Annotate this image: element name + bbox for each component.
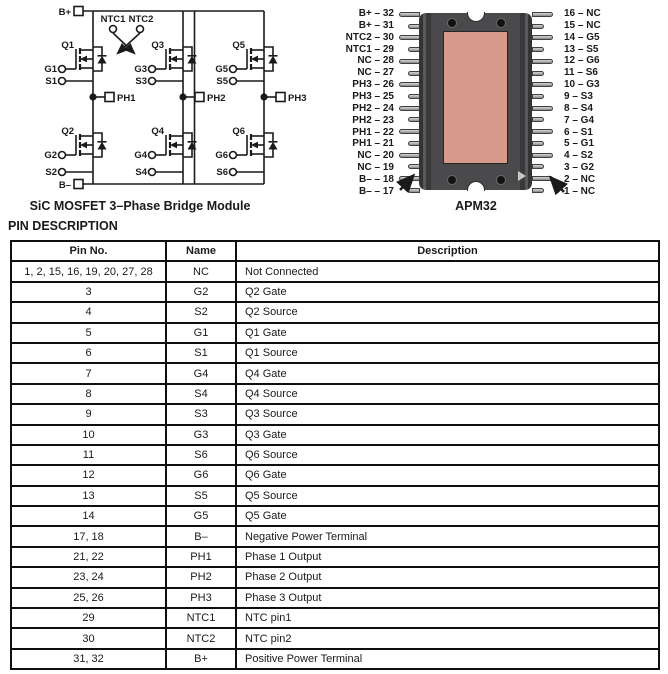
pin-no-cell: 12: [11, 465, 166, 485]
g1-label: G1: [44, 64, 57, 75]
table-row: [11, 465, 659, 485]
pin-label: B– – 18: [358, 174, 394, 186]
schematic-caption: SiC MOSFET 3–Phase Bridge Module: [29, 199, 251, 213]
package-pin: [532, 12, 553, 17]
pin-label: PH3 – 26: [352, 79, 394, 91]
ph1-node: [90, 94, 96, 100]
g1-terminal: [59, 66, 66, 73]
package-pin: [532, 47, 544, 52]
pin-label: PH2 – 23: [352, 114, 394, 126]
package-pin: [532, 153, 553, 158]
s3-terminal: [149, 78, 156, 85]
pin-label: 14 – G5: [564, 31, 600, 43]
pin-label: PH1 – 22: [352, 126, 394, 138]
name-cell: PH3: [166, 588, 236, 608]
name-cell: S6: [166, 445, 236, 465]
pin-label: NC – 20: [357, 150, 394, 162]
alignment-notch: [467, 181, 485, 191]
g3-terminal: [149, 66, 156, 73]
s5-label: S5: [216, 76, 228, 87]
pin-no-cell: 23, 24: [11, 567, 166, 587]
package-pin: [399, 59, 420, 64]
description-cell: Q5 Source: [236, 486, 659, 506]
pin-no-header: Pin No.: [11, 241, 166, 261]
description-cell: Q2 Gate: [236, 282, 659, 302]
package-pin: [399, 35, 420, 40]
pin-label: 13 – S5: [564, 43, 599, 55]
b-minus-terminal: [74, 180, 83, 189]
g6-terminal: [230, 152, 237, 159]
s5-terminal: [230, 78, 237, 85]
pin-label: B+ – 31: [358, 19, 394, 31]
g5-label: G5: [215, 64, 228, 75]
table-row: [11, 608, 659, 628]
s6-terminal: [230, 169, 237, 176]
package-pin: [532, 164, 544, 169]
name-cell: G6: [166, 465, 236, 485]
pin-no-cell: 5: [11, 323, 166, 343]
pin-no-cell: 7: [11, 363, 166, 383]
ntc-thermistor-symbol: [110, 26, 144, 54]
b-minus-label: B–: [58, 180, 71, 191]
ph3-terminal: [276, 93, 285, 102]
q1-label: Q1: [61, 40, 74, 51]
alignment-notch: [467, 12, 485, 22]
package-pin: [532, 106, 553, 111]
screw-hole: [447, 18, 457, 28]
table-row: [11, 547, 659, 567]
description-cell: Not Connected: [236, 261, 659, 281]
s1-terminal: [59, 78, 66, 85]
ph2-label: PH2: [207, 93, 226, 104]
description-cell: NTC pin2: [236, 628, 659, 648]
pin-label: 4 – S2: [564, 150, 593, 162]
pin1-marker-icon: [518, 171, 526, 181]
pin-no-cell: 14: [11, 506, 166, 526]
pin-label: 15 – NC: [564, 19, 601, 31]
table-row: [11, 628, 659, 648]
name-cell: S4: [166, 384, 236, 404]
table-row: [11, 526, 659, 546]
s3-label: S3: [135, 76, 147, 87]
package-pin: [532, 117, 544, 122]
b-plus-terminal: [74, 7, 83, 16]
table-row: [11, 445, 659, 465]
ph2-terminal: [195, 93, 204, 102]
ph3-node: [261, 94, 267, 100]
table-row: [11, 302, 659, 322]
power-rails-and-wires: [65, 11, 276, 184]
pin-no-cell: 10: [11, 425, 166, 445]
table-row: [11, 486, 659, 506]
g2-label: G2: [44, 150, 57, 161]
screw-hole: [496, 175, 506, 185]
pin-no-cell: 9: [11, 404, 166, 424]
description-cell: Q4 Source: [236, 384, 659, 404]
screw-hole: [447, 175, 457, 185]
ph1-terminal: [105, 93, 114, 102]
pin-no-cell: 11: [11, 445, 166, 465]
pin-label: NTC2 – 30: [345, 31, 394, 43]
pin-label: 9 – S3: [564, 91, 593, 103]
pin-no-cell: 29: [11, 608, 166, 628]
name-cell: G3: [166, 425, 236, 445]
description-cell: Phase 1 Output: [236, 547, 659, 567]
package-body: [419, 13, 532, 190]
package-pin: [532, 129, 553, 134]
table-row: [11, 506, 659, 526]
g4-label: G4: [134, 150, 147, 161]
pin-no-cell: 21, 22: [11, 547, 166, 567]
ntc1-label: NTC1: [100, 14, 126, 25]
name-cell: G4: [166, 363, 236, 383]
package-pin: [532, 24, 544, 29]
g5-terminal: [230, 66, 237, 73]
name-cell: G2: [166, 282, 236, 302]
package-pin: [399, 129, 420, 134]
q4-label: Q4: [151, 126, 164, 137]
q2-label: Q2: [61, 126, 74, 137]
package-pin: [399, 12, 420, 17]
name-cell: S2: [166, 302, 236, 322]
bridge-schematic: [0, 0, 340, 215]
pin-label: NTC1 – 29: [345, 43, 394, 55]
package-name: APM32: [455, 199, 497, 213]
pin-label: NC – 27: [357, 67, 394, 79]
table-header-row: [11, 241, 659, 261]
q6-label: Q6: [232, 126, 245, 137]
pin-description-table: [10, 240, 660, 670]
description-cell: Q6 Gate: [236, 465, 659, 485]
description-cell: Q1 Gate: [236, 323, 659, 343]
description-cell: Q2 Source: [236, 302, 659, 322]
description-cell: Q6 Source: [236, 445, 659, 465]
name-cell: B–: [166, 526, 236, 546]
s4-terminal: [149, 169, 156, 176]
description-cell: Phase 3 Output: [236, 588, 659, 608]
pin-no-cell: 17, 18: [11, 526, 166, 546]
name-header: Name: [166, 241, 236, 261]
g3-label: G3: [134, 64, 147, 75]
s2-terminal: [59, 169, 66, 176]
pin-label: B– – 17: [358, 185, 394, 197]
ntc2-label: NTC2: [128, 14, 154, 25]
table-row: [11, 282, 659, 302]
package-pin: [532, 141, 544, 146]
table-row: [11, 588, 659, 608]
s2-label: S2: [45, 167, 57, 178]
pin-no-cell: 25, 26: [11, 588, 166, 608]
description-cell: Negative Power Terminal: [236, 526, 659, 546]
table-row: [11, 404, 659, 424]
name-cell: G5: [166, 506, 236, 526]
pin-label: 16 – NC: [564, 8, 601, 19]
name-cell: PH2: [166, 567, 236, 587]
package-left-pins: [397, 12, 420, 193]
description-cell: Q1 Source: [236, 343, 659, 363]
table-row: [11, 384, 659, 404]
name-cell: S5: [166, 486, 236, 506]
pin-label: B+ – 32: [358, 8, 394, 19]
pin1-pointer-arrow-icon: [542, 170, 568, 196]
pin-label: 3 – G2: [564, 162, 595, 174]
pin-label: 10 – G3: [564, 79, 600, 91]
s6-label: S6: [216, 167, 228, 178]
ph1-label: PH1: [117, 93, 136, 104]
table-row: [11, 567, 659, 587]
pin-label: 6 – S1: [564, 126, 593, 138]
description-cell: Phase 2 Output: [236, 567, 659, 587]
b-plus-label: B+: [58, 7, 71, 18]
ntc2-terminal: [137, 26, 144, 33]
pin-label: 2 – NC: [564, 174, 596, 186]
pin-label: 8 – S4: [564, 102, 593, 114]
pin-no-cell: 4: [11, 302, 166, 322]
pin-no-cell: 8: [11, 384, 166, 404]
g2-terminal: [59, 152, 66, 159]
description-cell: Q3 Gate: [236, 425, 659, 445]
g4-terminal: [149, 152, 156, 159]
package-left-pin-labels: [332, 9, 394, 197]
package-pin: [532, 59, 553, 64]
description-cell: Q3 Source: [236, 404, 659, 424]
q5-label: Q5: [232, 40, 245, 51]
name-cell: S3: [166, 404, 236, 424]
package-right-pins: [532, 12, 555, 193]
table-row: [11, 425, 659, 445]
table-row: [11, 323, 659, 343]
q3-label: Q3: [151, 40, 164, 51]
package-right-pin-labels: [564, 9, 644, 197]
screw-hole: [496, 18, 506, 28]
pin-label: 5 – G1: [564, 138, 595, 150]
package-pin: [532, 71, 544, 76]
package-pin: [532, 94, 544, 99]
pin-no-cell: 1, 2, 15, 16, 19, 20, 27, 28: [11, 261, 166, 281]
name-cell: PH1: [166, 547, 236, 567]
table-row: [11, 363, 659, 383]
pin-label: PH3 – 25: [352, 91, 394, 103]
pin-no-cell: 30: [11, 628, 166, 648]
description-header: Description: [236, 241, 659, 261]
description-cell: Q4 Gate: [236, 363, 659, 383]
package-pin: [399, 82, 420, 87]
table-row: [11, 649, 659, 669]
name-cell: G1: [166, 323, 236, 343]
description-cell: Q5 Gate: [236, 506, 659, 526]
pin-label: 7 – G4: [564, 114, 595, 126]
pin-label: PH2 – 24: [352, 102, 394, 114]
table-row: [11, 261, 659, 281]
pin-label: 12 – G6: [564, 55, 600, 67]
name-cell: NTC1: [166, 608, 236, 628]
name-cell: B+: [166, 649, 236, 669]
pin-label: NC – 28: [357, 55, 394, 67]
pin-no-cell: 31, 32: [11, 649, 166, 669]
pin-description-heading: PIN DESCRIPTION: [8, 219, 118, 233]
ph2-node: [180, 94, 186, 100]
ph3-label: PH3: [288, 93, 307, 104]
pin-label: NC – 19: [357, 162, 394, 174]
package-substrate: [443, 31, 508, 164]
name-cell: S1: [166, 343, 236, 363]
package-pin: [399, 106, 420, 111]
pin-no-cell: 3: [11, 282, 166, 302]
pin-no-cell: 13: [11, 486, 166, 506]
package-pin: [532, 82, 553, 87]
package-pin: [532, 35, 553, 40]
ntc1-terminal: [110, 26, 117, 33]
pin-label: 11 – S6: [564, 67, 598, 79]
description-cell: Positive Power Terminal: [236, 649, 659, 669]
package-pin: [399, 153, 420, 158]
s4-label: S4: [135, 167, 147, 178]
pin-label: 1 – NC: [564, 185, 596, 197]
table-row: [11, 343, 659, 363]
pin-label: PH1 – 21: [352, 138, 394, 150]
s1-label: S1: [45, 76, 57, 87]
g6-label: G6: [215, 150, 228, 161]
pin-no-cell: 6: [11, 343, 166, 363]
description-cell: NTC pin1: [236, 608, 659, 628]
name-cell: NTC2: [166, 628, 236, 648]
name-cell: NC: [166, 261, 236, 281]
pin17-pointer-arrow-icon: [396, 168, 422, 194]
